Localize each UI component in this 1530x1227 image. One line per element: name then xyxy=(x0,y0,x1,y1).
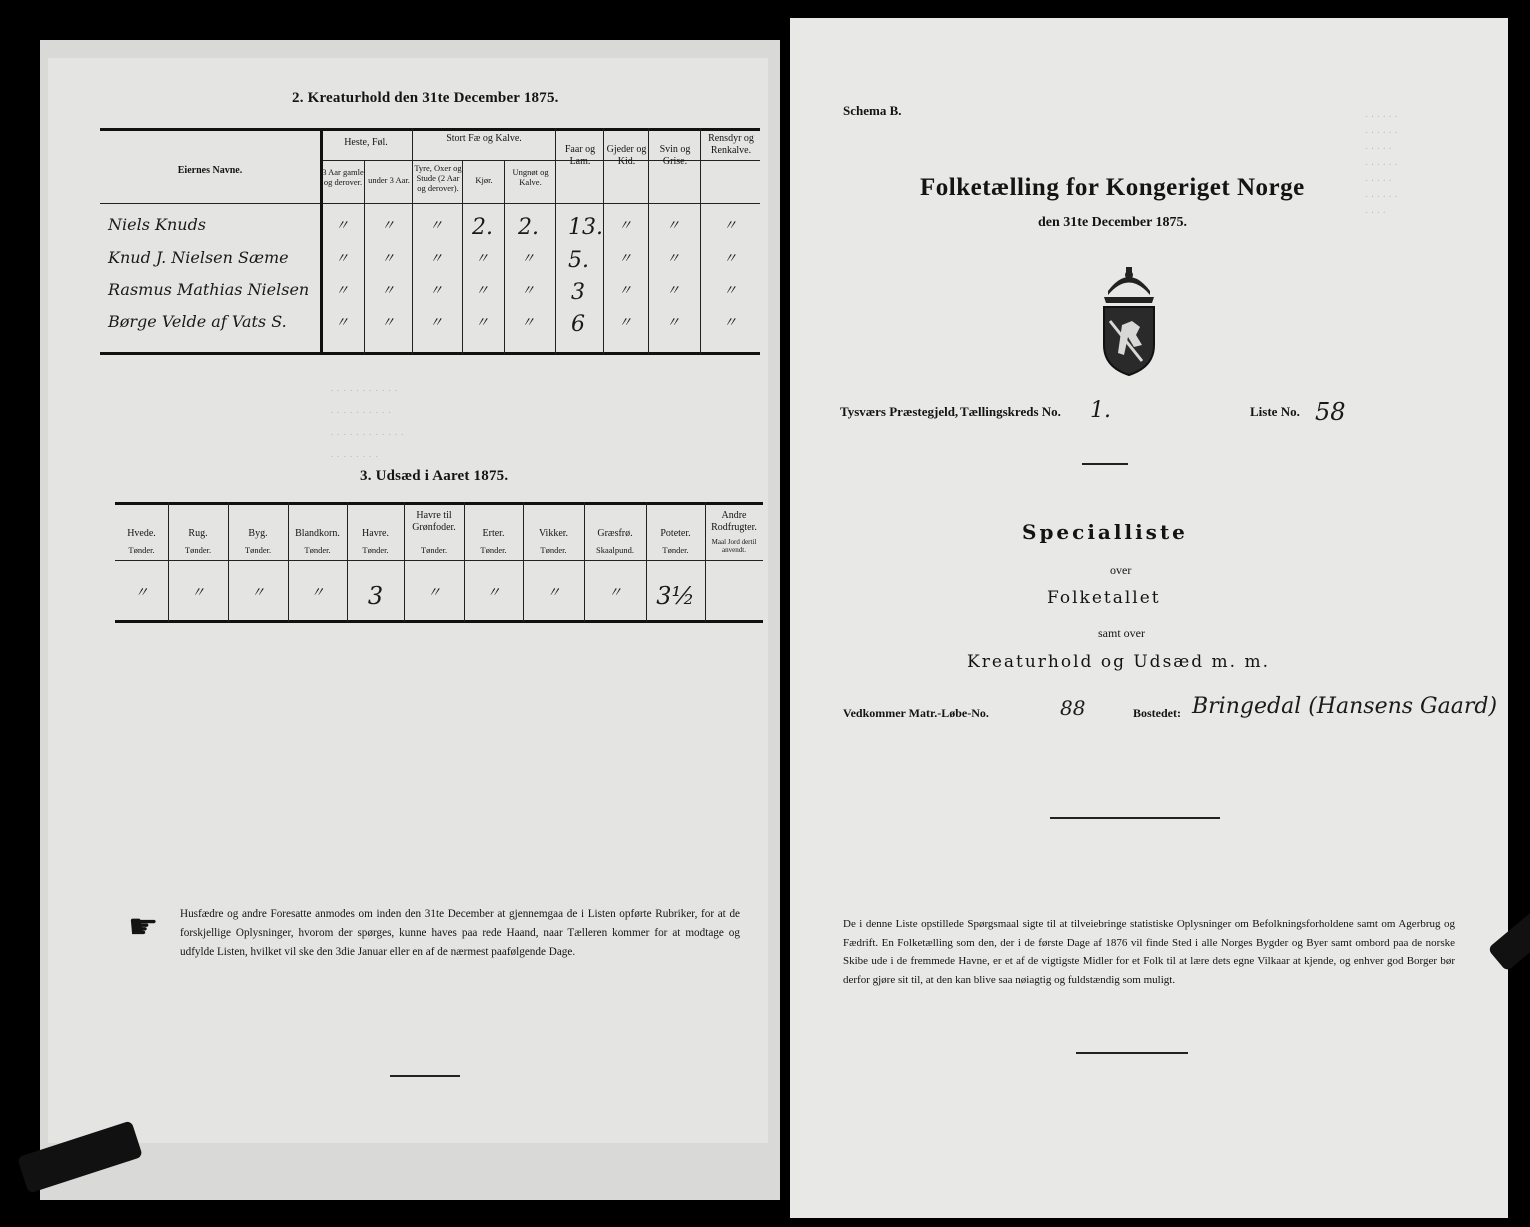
main-title: Folketælling for Kongeriget Norge xyxy=(920,174,1305,201)
sowing-table-bottom-rule xyxy=(115,620,763,623)
livestock-row-value: 〃 xyxy=(475,251,489,267)
livestock-row-owner: Knud J. Nielsen Sæme xyxy=(108,248,289,267)
livestock-row-value: 〃 xyxy=(666,283,680,299)
sowing-header-unit: Tønder. xyxy=(420,545,448,555)
header-goats: Gjeder og Kid. xyxy=(606,144,647,167)
livestock-row-value: 〃 xyxy=(618,251,632,267)
header-cattle-cows: Kjør. xyxy=(475,175,493,185)
livestock-row-value: 〃 xyxy=(475,315,489,331)
header-pigs: Svin og Grise. xyxy=(659,144,691,167)
sowing-col-divider xyxy=(464,502,465,622)
divider-bottom xyxy=(1076,1052,1188,1054)
livestock-row-value: 〃 xyxy=(666,218,680,234)
sowing-header-label: Rug. xyxy=(188,528,208,539)
folketallet-title: Folketallet xyxy=(1047,588,1161,608)
sowing-value: 〃 xyxy=(134,585,149,601)
livestock-row-owner: Niels Knuds xyxy=(108,215,207,234)
coat-of-arms-icon xyxy=(1088,265,1170,377)
header-horses: Heste, Føl. xyxy=(344,137,388,148)
livestock-row-value: 〃 xyxy=(335,315,349,331)
sowing-col-divider xyxy=(228,502,229,622)
livestock-row-value: 6 xyxy=(571,312,585,337)
livestock-row-value: 3 xyxy=(571,280,585,305)
livestock-col-divider xyxy=(648,128,649,354)
livestock-row-value: 〃 xyxy=(666,251,680,267)
sowing-header-label: Hvede. xyxy=(127,528,156,539)
livestock-row-value: 〃 xyxy=(429,315,443,331)
sowing-header-label: Havre. xyxy=(362,528,389,539)
livestock-row-value: 〃 xyxy=(666,315,680,331)
sowing-header-label: Andre Rodfrugter. xyxy=(711,510,757,533)
header-horses-old: 3 Aar gamle og derover. xyxy=(322,167,364,187)
district-number: 1. xyxy=(1090,398,1111,423)
livestock-row-value: 〃 xyxy=(723,283,737,299)
livestock-header-rule xyxy=(100,203,760,204)
date-line: den 31te December 1875. xyxy=(1038,215,1188,230)
parish-label: Tysværs Præstegjeld, xyxy=(840,404,959,419)
over-label: over xyxy=(1110,563,1132,577)
bleed-through-margin: · · · · · · · · · · · · · · · · · · · · · · · · · · · · · · · · · · · · · · xyxy=(1365,112,1398,219)
notice-end-rule xyxy=(390,1075,460,1077)
list-label: Liste No. xyxy=(1250,404,1300,419)
sowing-header-unit: Tønder. xyxy=(362,545,389,555)
livestock-row-owner: Børge Velde af Vats S. xyxy=(108,312,287,331)
livestock-row-value: 〃 xyxy=(475,283,489,299)
header-reindeer: Rensdyr og Renkalve. xyxy=(708,133,754,156)
header-horses-young: under 3 Aar. xyxy=(368,175,410,185)
sowing-header-unit: Tønder. xyxy=(184,545,212,555)
livestock-table-bottom-rule xyxy=(100,352,760,355)
sowing-col-divider xyxy=(584,502,585,622)
header-sheep: Faar og Lam. xyxy=(564,144,596,167)
sowing-header-label: Erter. xyxy=(482,528,505,539)
livestock-row-value: 〃 xyxy=(381,315,395,331)
livestock-row-value: 〃 xyxy=(429,251,443,267)
livestock-col-divider xyxy=(320,128,323,354)
sowing-table-top-rule xyxy=(115,502,763,505)
sowing-value: 〃 xyxy=(486,585,501,601)
sowing-value: 〃 xyxy=(608,585,622,601)
district-label: Tællingskreds No. xyxy=(960,404,1061,419)
sowing-value: 〃 xyxy=(310,585,325,601)
livestock-col-divider xyxy=(555,128,556,354)
header-cattle-bulls: Tyre, Oxer og Stude (2 Aar og derover). xyxy=(414,163,462,193)
livestock-row-value: 2. xyxy=(518,215,539,240)
bosted-value: Bringedal (Hansens Gaard) xyxy=(1192,694,1498,719)
notice-text: Husfædre og andre Foresatte anmodes om inden den 31te December at gjennemgaa de i Listen opførte Rubriker, for at de forskjellige Oplysninger, hvorom der spørges, kunne haves paa rede Haand, naar Tælleren kommer for at modtage og udfylde Listen, hvilket vil ske den 3die Januar eller en af de nærmest paafølgende Dage. xyxy=(180,908,740,958)
livestock-row-value: 〃 xyxy=(521,251,535,267)
livestock-row-value: 〃 xyxy=(723,251,737,267)
sowing-value: 3½ xyxy=(656,582,695,610)
livestock-col-divider xyxy=(412,128,413,354)
livestock-col-divider xyxy=(504,160,505,354)
matr-label: Vedkommer Matr.-Løbe-No. xyxy=(843,706,989,720)
sowing-value: 〃 xyxy=(427,585,441,601)
sowing-header-unit: Tønder. xyxy=(480,545,507,555)
livestock-row-value: 〃 xyxy=(335,251,349,267)
sowing-col-divider xyxy=(288,502,289,622)
livestock-col-divider xyxy=(700,128,701,354)
matr-number: 88 xyxy=(1060,696,1086,720)
livestock-row-value: 〃 xyxy=(521,315,535,331)
livestock-col-divider xyxy=(462,160,463,354)
section3-title: 3. Udsæd i Aaret 1875. xyxy=(360,468,509,484)
sowing-header-unit: Tønder. xyxy=(128,545,155,555)
divider-medium xyxy=(1050,817,1220,819)
sowing-header-rule xyxy=(115,560,763,561)
sowing-header-label: Havre til Grønfoder. xyxy=(412,510,456,533)
livestock-row-value: 〃 xyxy=(335,218,349,234)
livestock-row-value: 13. xyxy=(568,215,603,240)
livestock-row-value: 〃 xyxy=(335,283,349,299)
sowing-header-label: Poteter. xyxy=(660,528,691,539)
sowing-header-label: Græsfrø. xyxy=(597,528,633,539)
sowing-col-divider xyxy=(523,502,524,622)
section2-title: 2. Kreaturhold den 31te December 1875. xyxy=(292,90,559,106)
header-cattle-young: Ungnøt og Kalve. xyxy=(512,167,549,187)
schema-label: Schema B. xyxy=(843,103,902,118)
sowing-header-unit: Tønder. xyxy=(662,545,689,555)
sowing-col-divider xyxy=(168,502,169,622)
livestock-row-owner: Rasmus Mathias Nielsen xyxy=(108,280,310,299)
sowing-header-label: Vikker. xyxy=(538,528,569,539)
sowing-value: 〃 xyxy=(191,585,205,601)
livestock-row-value: 〃 xyxy=(381,218,395,234)
livestock-row-value: 〃 xyxy=(618,283,632,299)
sowing-value: 3 xyxy=(367,582,384,610)
header-cattle: Stort Fæ og Kalve. xyxy=(446,133,522,144)
bleed-through-text: · · · · · · · · · · · · · · · · · · · · · · · · · · · · · · · · · · · · · · · · · xyxy=(330,385,405,463)
sowing-header-unit: Tønder. xyxy=(304,545,331,555)
livestock-row-value: 〃 xyxy=(381,283,395,299)
livestock-table-top-rule xyxy=(100,128,760,131)
sowing-value: 〃 xyxy=(546,585,561,601)
list-number: 58 xyxy=(1315,398,1346,426)
pointing-hand-icon: ☛ xyxy=(128,909,159,946)
livestock-row-value: 〃 xyxy=(381,251,395,267)
bosted-label: Bostedet: xyxy=(1133,706,1181,720)
livestock-row-value: 〃 xyxy=(521,283,535,299)
livestock-col-divider xyxy=(603,128,604,354)
sowing-header-label: Byg. xyxy=(248,528,268,539)
sowing-header-unit: Tønder. xyxy=(244,545,272,555)
livestock-row-value: 5. xyxy=(568,248,589,273)
samt-over-label: samt over xyxy=(1098,626,1145,640)
sowing-value: 〃 xyxy=(251,585,265,601)
livestock-row-value: 2. xyxy=(472,215,493,240)
livestock-row-value: 〃 xyxy=(429,218,443,234)
specialliste-title: Specialliste xyxy=(1022,520,1188,544)
livestock-row-value: 〃 xyxy=(723,315,737,331)
divider-short xyxy=(1082,463,1128,465)
sowing-header-unit: Skaalpund. xyxy=(595,545,634,555)
sowing-header-unit: Tønder. xyxy=(540,545,567,555)
header-owner-names: Eiernes Navne. xyxy=(177,165,243,176)
livestock-col-divider xyxy=(364,160,365,354)
livestock-row-value: 〃 xyxy=(429,283,443,299)
kreaturhold-title: Kreaturhold og Udsæd m. m. xyxy=(967,652,1271,672)
sowing-header-unit: Maal Jord dertil anvendt. xyxy=(711,538,757,555)
footer-text: De i denne Liste opstillede Spørgsmaal sigte til at tilveiebringe statistiske Oplysninger om Befolkningsforholdene samt om Agerbrug og Fædrift. En Folketælling som den, der i de første Dage af 1876 vil finde Sted i alle Norges Bygder og Byer samt ombord paa de norske Skibe ude i de fremmede Havne, er et af de vigtigste Midler for et Folk til at lære dets egne Vilkaar at kjende, og enhver god Borger bør derfor gjøre sit til, at den kan blive saa nøiagtig og fuldstændig som muligt. xyxy=(843,918,1455,986)
livestock-row-value: 〃 xyxy=(618,218,632,234)
livestock-row-value: 〃 xyxy=(723,218,737,234)
livestock-row-value: 〃 xyxy=(618,315,632,331)
sowing-header-label: Blandkorn. xyxy=(295,528,340,539)
